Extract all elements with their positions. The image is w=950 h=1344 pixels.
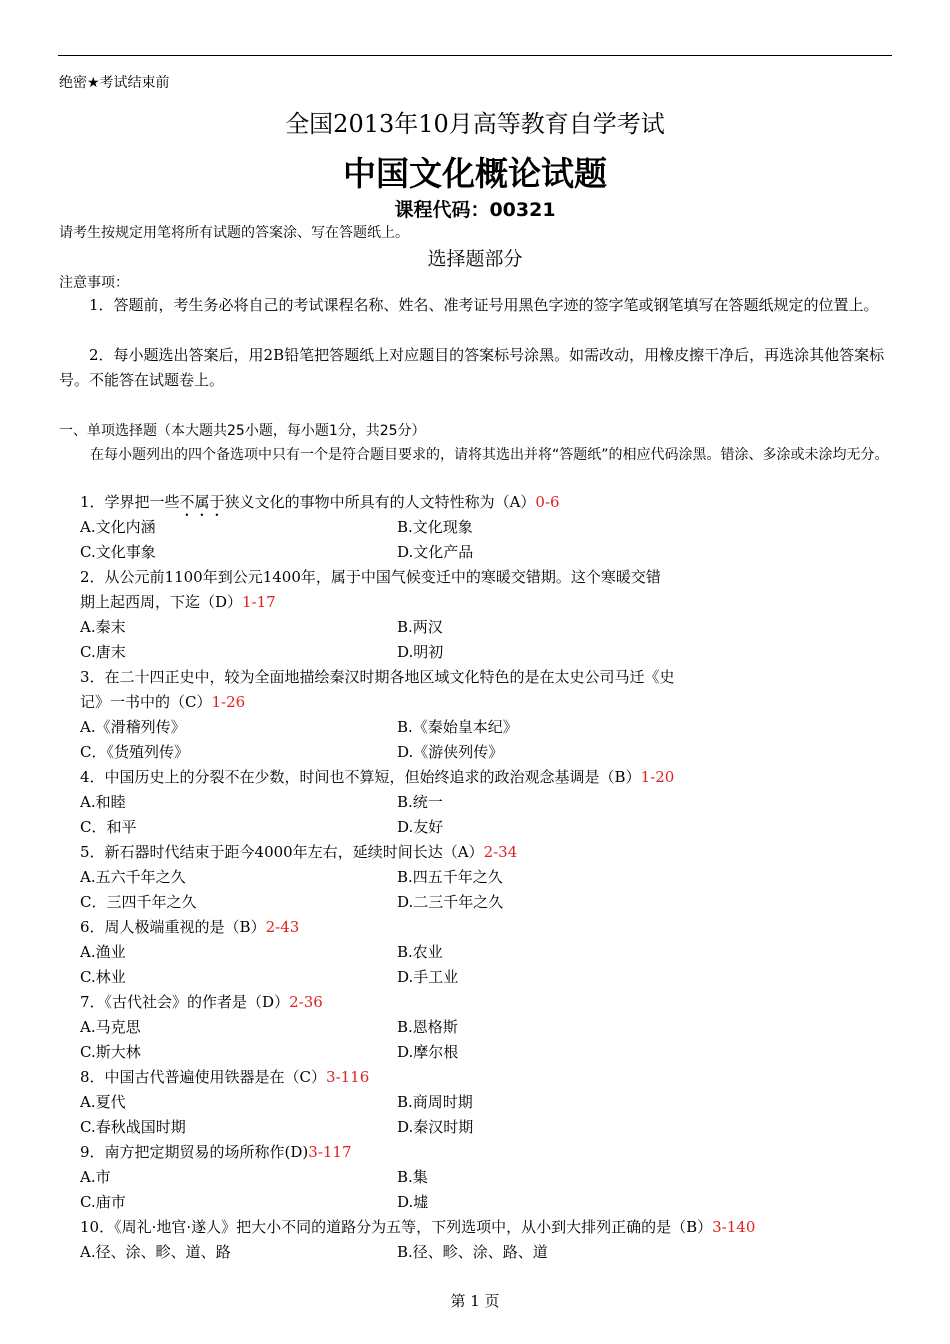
option-c: C．三四千年之久 — [80, 893, 197, 911]
paper-title: 中国文化概论试题 — [343, 154, 607, 193]
option-a: A.秦末 — [80, 618, 126, 636]
option-b: B.集 — [397, 1168, 428, 1186]
answer-instruction: 请考生按规定用笔将所有试题的答案涂、写在答题纸上。 — [59, 225, 409, 241]
option-a: A.《滑稽列传》 — [80, 718, 186, 736]
question-text: 8．中国古代普遍使用铁器是在（C） — [80, 1068, 327, 1086]
question-4 — [80, 765, 674, 790]
option-c: C．和平 — [80, 818, 137, 836]
reference-code: 0-6 — [535, 493, 560, 511]
option-b: B.恩格斯 — [397, 1018, 458, 1036]
option-b: B.农业 — [397, 943, 443, 961]
course-code: 课程代码：00321 — [394, 199, 556, 221]
question-8 — [80, 1065, 369, 1090]
option-b: B.径、畛、涂、路、道 — [397, 1243, 548, 1261]
section-title: 选择题部分 — [427, 248, 523, 270]
question-text: 4．中国历史上的分裂不在少数，时间也不算短，但始终追求的政治观念基调是（B） — [80, 768, 641, 786]
question-6 — [80, 915, 299, 940]
question-9 — [80, 1140, 352, 1165]
option-c: C.唐末 — [80, 643, 126, 661]
question-text: 5．新石器时代结束于距今4000年左右，延续时间长达（A） — [80, 843, 484, 861]
exam-title: 全国2013年10月高等教育自学考试 — [285, 110, 665, 138]
option-a: A.马克思 — [80, 1018, 141, 1036]
question-2-cont — [80, 590, 276, 615]
question-text: 记》一书中的（C） — [80, 693, 212, 711]
question-text: 9．南方把定期贸易的场所称作(D) — [80, 1143, 309, 1161]
question-10 — [80, 1215, 755, 1240]
question-text: 6．周人极端重视的是（B） — [80, 918, 266, 936]
question-text: 1．学界把一些 — [80, 493, 180, 511]
question-text: 7．《古代社会》的作者是（D） — [80, 993, 290, 1011]
option-a: A.径、涂、畛、道、路 — [80, 1243, 231, 1261]
option-a: A.和睦 — [80, 793, 126, 811]
option-a: A.市 — [80, 1168, 111, 1186]
option-b: B.统一 — [397, 793, 443, 811]
option-d: D.文化产品 — [397, 543, 474, 561]
option-d: D.墟 — [397, 1193, 429, 1211]
question-2: 2．从公元前1100年到公元1400年，属于中国气候变迁中的寒暖交错期。这个寒暖交错 — [80, 568, 661, 586]
reference-code: 1-20 — [640, 768, 675, 786]
option-c: C．《货殖列传》 — [80, 743, 189, 761]
reference-code: 3-116 — [326, 1068, 370, 1086]
reference-code: 2-36 — [289, 993, 323, 1011]
option-d: D.摩尔根 — [397, 1043, 459, 1061]
option-a: A.文化内涵 — [80, 518, 156, 536]
reference-code: 1-17 — [242, 593, 276, 611]
page-number: 第 1 页 — [450, 1292, 500, 1310]
notice-title: 注意事项： — [59, 275, 129, 291]
question-text: 期上起西周，下迄（D） — [80, 593, 243, 611]
reference-code: 2-43 — [265, 918, 300, 936]
option-d: D.《游侠列传》 — [397, 743, 504, 761]
option-c: C.文化事象 — [80, 543, 156, 561]
question-5 — [80, 840, 517, 865]
option-d: D.手工业 — [397, 968, 459, 986]
reference-code: 1-26 — [211, 693, 246, 711]
option-a: A.夏代 — [80, 1093, 126, 1111]
question-text: 狭义文化的事物中所具有的人文特性称为（A） — [224, 493, 536, 511]
notice-item-1: 1．答题前，考生务必将自己的考试课程名称、姓名、准考证号用黑色字迹的签字笔或钢笔填写在答题纸规定的位置上。 — [89, 296, 879, 314]
notice-item-2: 2．每小题选出答案后，用2B铅笔把答题纸上对应题目的答案标号涂黑。如需改动，用橡皮擦干净后，再选涂其他答案标号。不能答在试题卷上。 — [59, 346, 885, 389]
option-b: B.两汉 — [397, 618, 443, 636]
top-rule — [58, 55, 892, 56]
part-title: 一、单项选择题（本大题共25小题，每小题1分，共25分） — [59, 423, 426, 439]
reference-code: 3-140 — [712, 1218, 756, 1236]
option-b: B.文化现象 — [397, 518, 473, 536]
option-c: C.林业 — [80, 968, 126, 986]
question-7 — [80, 990, 323, 1015]
option-c: C.斯大林 — [80, 1043, 141, 1061]
option-a: A.渔业 — [80, 943, 126, 961]
question-3-cont — [80, 690, 245, 715]
option-d: D.二三千年之久 — [397, 893, 504, 911]
part-description: 在每小题列出的四个备选项中只有一个是符合题目要求的，请将其选出并将“答题纸”的相应代码涂黑。错涂、多涂或未涂均无分。 — [90, 447, 889, 463]
option-d: D.秦汉时期 — [397, 1118, 474, 1136]
option-b: B.商周时期 — [397, 1093, 473, 1111]
option-b: B.四五千年之久 — [397, 868, 503, 886]
option-d: D.明初 — [397, 643, 444, 661]
emphasized-text: 不属于 — [179, 493, 225, 511]
option-d: D.友好 — [397, 818, 444, 836]
option-c: C.庙市 — [80, 1193, 126, 1211]
question-text: 10．《周礼·地官·遂人》把大小不同的道路分为五等，下列选项中，从小到大排列正确的是（B） — [80, 1218, 713, 1236]
reference-code: 2-34 — [483, 843, 518, 861]
option-a: A.五六千年之久 — [80, 868, 186, 886]
reference-code: 3-117 — [308, 1143, 352, 1161]
question-3: 3．在二十四正史中，较为全面地描绘秦汉时期各地区域文化特色的是在太史公司马迁《史 — [80, 668, 675, 686]
option-c: C.春秋战国时期 — [80, 1118, 186, 1136]
confidential-label: 绝密★考试结束前 — [59, 75, 170, 91]
option-b: B.《秦始皇本纪》 — [397, 718, 518, 736]
